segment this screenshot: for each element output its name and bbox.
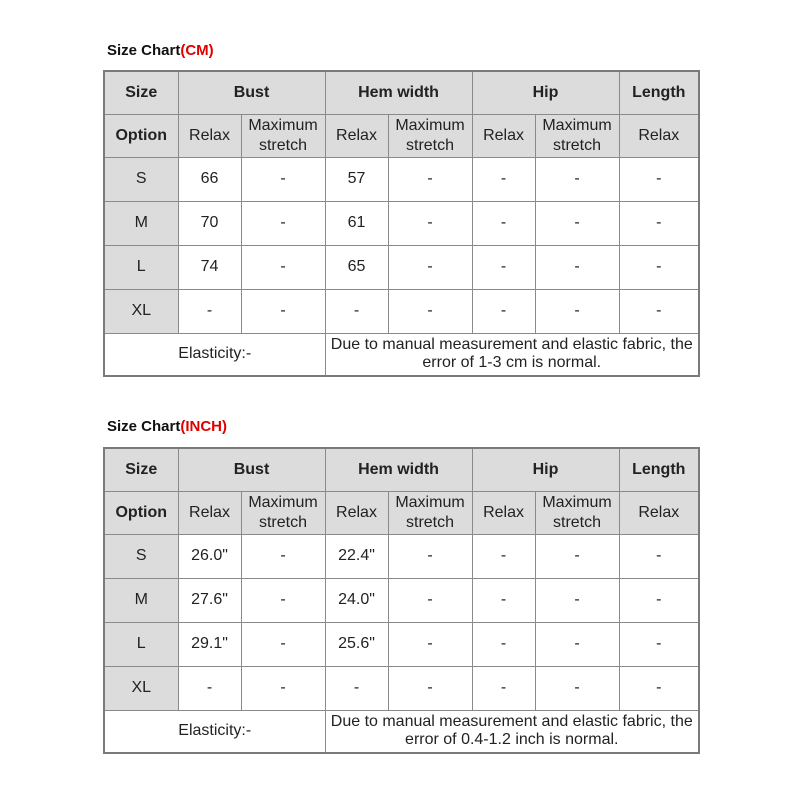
hem-relax-cell: 24.0": [325, 578, 388, 622]
table-row: [104, 666, 699, 710]
length-relax-cell: -: [619, 245, 699, 289]
size-table-cm: [103, 70, 700, 377]
elasticity-cell: Elasticity:-: [104, 710, 325, 753]
hem-width-header: Hem width: [325, 448, 472, 491]
hip-relax-cell: -: [472, 622, 535, 666]
bust-max-cell: -: [241, 578, 325, 622]
option-header-cell: Option: [104, 491, 178, 534]
bust-relax-subheader: Relax: [178, 491, 241, 534]
footer-row: [104, 710, 699, 753]
hem-max-stretch-subheader: Maximum stretch: [388, 491, 472, 534]
size-cell: S: [104, 534, 178, 578]
size-table-inch: [103, 447, 700, 754]
hem-max-cell: -: [388, 578, 472, 622]
bust-max-cell: -: [241, 289, 325, 333]
hem-relax-cell: 25.6": [325, 622, 388, 666]
bust-relax-cell: 29.1": [178, 622, 241, 666]
length-relax-cell: -: [619, 157, 699, 201]
hem-relax-subheader: Relax: [325, 491, 388, 534]
chart-title-unit: (INCH): [180, 418, 228, 435]
hem-max-cell: -: [388, 534, 472, 578]
subheader-row: [104, 114, 699, 157]
bust-relax-cell: 74: [178, 245, 241, 289]
table-row: [104, 157, 699, 201]
length-relax-subheader: Relax: [619, 491, 699, 534]
bust-relax-cell: 27.6": [178, 578, 241, 622]
elasticity-cell: Elasticity:-: [104, 333, 325, 376]
hem-relax-cell: -: [325, 289, 388, 333]
hip-relax-cell: -: [472, 289, 535, 333]
bust-max-stretch-subheader: Maximum stretch: [241, 114, 325, 157]
header-row: [104, 448, 699, 491]
hem-max-cell: -: [388, 157, 472, 201]
hip-max-stretch-subheader: Maximum stretch: [535, 114, 619, 157]
hip-max-cell: -: [535, 578, 619, 622]
size-cell: L: [104, 245, 178, 289]
hem-relax-cell: 61: [325, 201, 388, 245]
size-header-cell: Size: [104, 71, 178, 114]
size-chart-inch: [103, 447, 698, 754]
hip-max-cell: -: [535, 666, 619, 710]
length-header: Length: [619, 71, 699, 114]
hem-relax-subheader: Relax: [325, 114, 388, 157]
bust-max-cell: -: [241, 666, 325, 710]
table-row: [104, 622, 699, 666]
length-relax-subheader: Relax: [619, 114, 699, 157]
size-header-cell: Size: [104, 448, 178, 491]
bust-max-cell: -: [241, 622, 325, 666]
table-row: [104, 534, 699, 578]
bust-relax-cell: 70: [178, 201, 241, 245]
measurement-note: Due to manual measurement and elastic fabric, the error of 1-3 cm is normal.: [325, 333, 699, 376]
subheader-row: [104, 491, 699, 534]
header-row: [104, 71, 699, 114]
table-row: [104, 289, 699, 333]
bust-max-cell: -: [241, 534, 325, 578]
bust-max-stretch-subheader: Maximum stretch: [241, 491, 325, 534]
bust-relax-subheader: Relax: [178, 114, 241, 157]
hip-header: Hip: [472, 71, 619, 114]
size-cell: L: [104, 622, 178, 666]
hem-relax-cell: -: [325, 666, 388, 710]
length-header: Length: [619, 448, 699, 491]
hip-relax-cell: -: [472, 578, 535, 622]
length-relax-cell: -: [619, 201, 699, 245]
length-relax-cell: -: [619, 666, 699, 710]
bust-header: Bust: [178, 448, 325, 491]
hip-relax-subheader: Relax: [472, 491, 535, 534]
bust-max-cell: -: [241, 201, 325, 245]
hem-max-cell: -: [388, 622, 472, 666]
size-cell: XL: [104, 666, 178, 710]
hip-relax-cell: -: [472, 201, 535, 245]
hem-relax-cell: 22.4": [325, 534, 388, 578]
bust-relax-cell: -: [178, 666, 241, 710]
length-relax-cell: -: [619, 578, 699, 622]
hip-relax-subheader: Relax: [472, 114, 535, 157]
bust-max-cell: -: [241, 245, 325, 289]
hem-max-cell: -: [388, 666, 472, 710]
chart-title-prefix: Size Chart: [107, 418, 181, 435]
table-row: [104, 578, 699, 622]
bust-relax-cell: 26.0": [178, 534, 241, 578]
chart-title-unit: (CM): [180, 42, 214, 59]
bust-max-cell: -: [241, 157, 325, 201]
table-row: [104, 201, 699, 245]
table-row: [104, 245, 699, 289]
measurement-note: Due to manual measurement and elastic fabric, the error of 0.4-1.2 inch is normal.: [325, 710, 699, 753]
bust-relax-cell: 66: [178, 157, 241, 201]
hip-relax-cell: -: [472, 534, 535, 578]
hip-max-cell: -: [535, 622, 619, 666]
chart-title-prefix: Size Chart: [107, 42, 181, 59]
hip-max-cell: -: [535, 201, 619, 245]
hip-max-cell: -: [535, 245, 619, 289]
footer-row: [104, 333, 699, 376]
hip-relax-cell: -: [472, 666, 535, 710]
option-header-cell: Option: [104, 114, 178, 157]
hem-relax-cell: 57: [325, 157, 388, 201]
bust-header: Bust: [178, 71, 325, 114]
hem-max-stretch-subheader: Maximum stretch: [388, 114, 472, 157]
size-chart-cm: [103, 70, 698, 377]
size-chart-inch-title: [107, 417, 227, 437]
size-cell: M: [104, 201, 178, 245]
size-chart-cm-title: [107, 41, 214, 61]
hip-header: Hip: [472, 448, 619, 491]
hip-relax-cell: -: [472, 157, 535, 201]
length-relax-cell: -: [619, 289, 699, 333]
hem-max-cell: -: [388, 201, 472, 245]
size-cell: S: [104, 157, 178, 201]
hem-relax-cell: 65: [325, 245, 388, 289]
hip-relax-cell: -: [472, 245, 535, 289]
size-cell: M: [104, 578, 178, 622]
bust-relax-cell: -: [178, 289, 241, 333]
hip-max-stretch-subheader: Maximum stretch: [535, 491, 619, 534]
hip-max-cell: -: [535, 534, 619, 578]
length-relax-cell: -: [619, 534, 699, 578]
size-cell: XL: [104, 289, 178, 333]
hem-max-cell: -: [388, 245, 472, 289]
hem-width-header: Hem width: [325, 71, 472, 114]
hip-max-cell: -: [535, 289, 619, 333]
length-relax-cell: -: [619, 622, 699, 666]
hip-max-cell: -: [535, 157, 619, 201]
hem-max-cell: -: [388, 289, 472, 333]
